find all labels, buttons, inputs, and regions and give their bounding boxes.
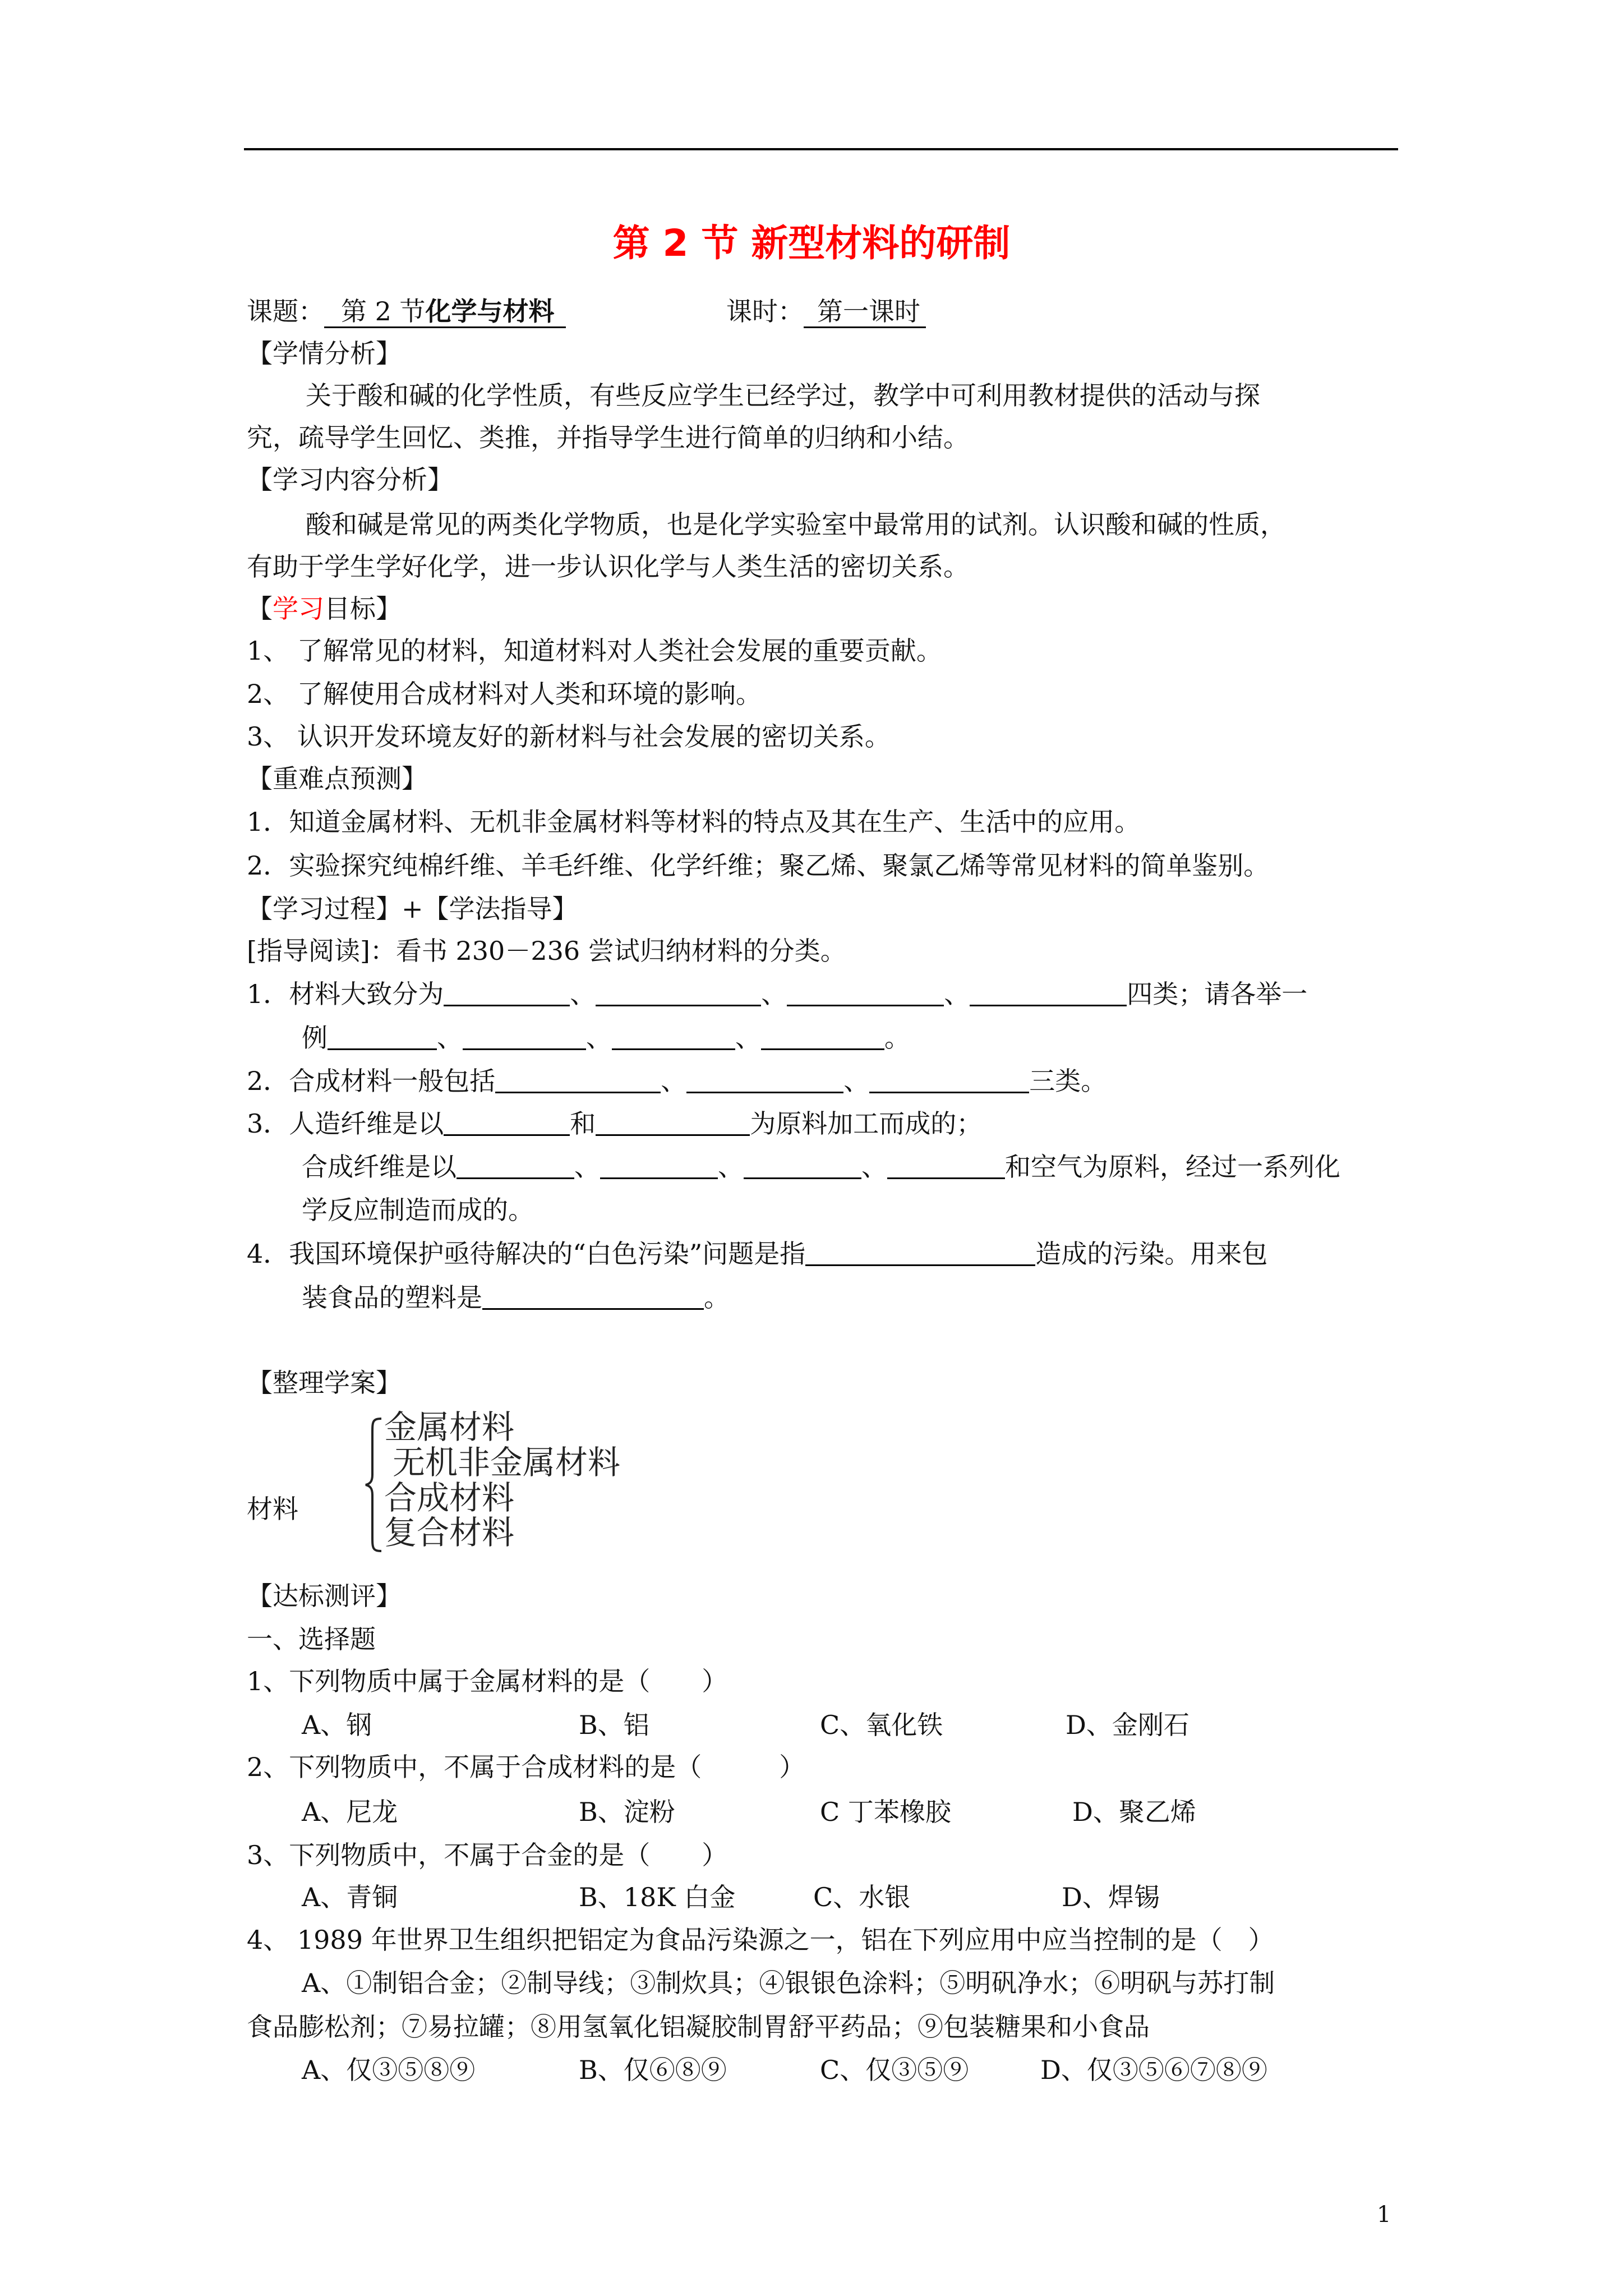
section-guocheng: 【学习过程】+【学法指导】 (247, 894, 578, 924)
test-option: A、青铜 (302, 1882, 398, 1912)
topic-value (324, 296, 566, 328)
question-3-line-1 (247, 1107, 982, 1140)
neirong-text-2: 有助于学生学好化学，进一步认识化学与人类生活的密切关系。 (247, 551, 969, 582)
test-option: C、氧化铁 (820, 1710, 943, 1740)
answer-blank[interactable] (787, 978, 944, 1006)
period-label: 课时： (726, 296, 804, 326)
answer-blank[interactable] (612, 1022, 735, 1050)
answer-blank[interactable] (869, 1065, 1029, 1093)
question-2 (247, 1064, 1106, 1098)
summary-branch: 合成材料 (384, 1479, 515, 1517)
summary-branch: 无机非金属材料 (393, 1443, 621, 1481)
test-question-stem: 3、下列物质中，不属于合金的是（ ） (247, 1840, 728, 1870)
topic-bold: 化学与材料 (425, 296, 555, 326)
topic-prefix: 第 2 节 (341, 296, 426, 326)
test-option: C、仅③⑤⑨ (820, 2055, 969, 2085)
separator: 、 (661, 1066, 687, 1096)
q1-end: 四类；请各举一 (1127, 979, 1308, 1009)
test-option: C 丁苯橡胶 (820, 1797, 951, 1827)
brace-icon (365, 1416, 384, 1553)
test-option: D、聚乙烯 (1072, 1797, 1196, 1827)
answer-blank[interactable] (482, 1281, 704, 1310)
q3-and: 和 (570, 1108, 596, 1139)
question-3-line-3: 学反应制造而成的。 (302, 1195, 534, 1225)
summary-branch: 金属材料 (384, 1408, 515, 1446)
answer-blank[interactable] (596, 1107, 750, 1136)
q4b-text: 装食品的塑料是 (302, 1282, 482, 1313)
goal-item: 3、 认识开发环境友好的新材料与社会发展的密切关系。 (247, 721, 891, 752)
test-part: 一、选择题 (247, 1624, 376, 1654)
section-neirong: 【学习内容分析】 (247, 464, 453, 495)
test-option: D、焊锡 (1062, 1882, 1160, 1912)
q3-end: 为原料加工而成的； (750, 1108, 983, 1139)
answer-blank[interactable] (761, 1022, 884, 1050)
neirong-text-1: 酸和碱是常见的两类化学物质，也是化学实验室中最常用的试剂。认识酸和碱的性质， (306, 509, 1286, 540)
page-number: 1 (1377, 2202, 1391, 2228)
q3b-end: 和空气为原料，经过一系列化 (1005, 1152, 1340, 1182)
test-option: A、仅③⑤⑧⑨ (302, 2055, 476, 2085)
question-1-line-1 (247, 977, 1307, 1011)
test-option: D、金刚石 (1066, 1710, 1189, 1740)
test-question-stem: 4、 1989 年世界卫生组织把铝定为食品污染源之一，铝在下列应用中应当控制的是（ ） (247, 1925, 1274, 1955)
xueqing-text-2: 究，疏导学生回忆、类推，并指导学生进行简单的归纳和小结。 (247, 422, 969, 453)
answer-blank[interactable] (444, 1107, 570, 1136)
answer-blank[interactable] (970, 978, 1127, 1006)
separator: 、 (570, 979, 596, 1009)
separator: 、 (735, 1023, 761, 1053)
q2-end: 三类。 (1029, 1066, 1107, 1096)
q1b-text: 例 (302, 1023, 328, 1053)
q4-end: 造成的污染。用来包 (1035, 1239, 1268, 1269)
topic-label: 课题： (247, 296, 324, 326)
test-question-text: 食品膨松剂；⑦易拉罐；⑧用氢氧化铝凝胶制胃舒平药品；⑨包装糖果和小食品 (247, 2012, 1150, 2042)
q3b-text: 合成纤维是以 (302, 1152, 457, 1182)
answer-blank[interactable] (805, 1237, 1035, 1266)
answer-blank[interactable] (457, 1151, 574, 1179)
mubiao-red: 学习 (273, 593, 324, 624)
page-title: 第 2 节 新型材料的研制 (612, 222, 1011, 265)
q1-text: 1．材料大致分为 (247, 979, 444, 1009)
test-question-stem: 1、下列物质中属于金属材料的是（ ） (247, 1666, 728, 1696)
test-option: D、仅③⑤⑥⑦⑧⑨ (1040, 2055, 1267, 2085)
question-4-line-1 (247, 1237, 1267, 1271)
separator: 、 (586, 1023, 612, 1053)
header-rule (244, 148, 1398, 150)
section-xueqing: 【学情分析】 (247, 338, 402, 369)
q1b-end: 。 (884, 1023, 910, 1053)
section-nandian: 【重难点预测】 (247, 763, 427, 794)
test-option: B、铝 (579, 1710, 649, 1740)
test-option: C、水银 (813, 1882, 911, 1912)
question-3-line-2 (302, 1150, 1340, 1184)
separator: 、 (761, 979, 787, 1009)
test-option: B、仅⑥⑧⑨ (579, 2055, 727, 2085)
period-value: 第一课时 (804, 296, 926, 328)
answer-blank[interactable] (328, 1022, 437, 1050)
test-question-stem: 2、下列物质中，不属于合成材料的是（ ） (247, 1752, 805, 1782)
question-4-line-2 (302, 1281, 730, 1314)
test-option: B、18K 白金 (579, 1882, 736, 1912)
mubiao-close: 目标】 (324, 593, 402, 624)
question-1-line-2 (302, 1021, 910, 1055)
answer-blank[interactable] (744, 1151, 861, 1179)
summary-branch: 复合材料 (384, 1513, 515, 1552)
answer-blank[interactable] (686, 1065, 843, 1093)
test-option: B、淀粉 (579, 1797, 675, 1827)
goal-item: 2、 了解使用合成材料对人类和环境的影响。 (247, 679, 762, 709)
summary-root: 材料 (247, 1494, 298, 1524)
q3-text: 3．人造纤维是以 (247, 1108, 444, 1139)
answer-blank[interactable] (444, 978, 570, 1006)
xueqing-text-1: 关于酸和碱的化学性质，有些反应学生已经学过，教学中可利用教材提供的活动与探 (306, 380, 1260, 411)
answer-blank[interactable] (887, 1151, 1005, 1179)
test-question-text: A、①制铝合金；②制导线；③制炊具；④银银色涂料；⑤明矾净水；⑥明矾与苏打制 (302, 1968, 1275, 1998)
section-dabiao: 【达标测评】 (247, 1581, 402, 1611)
goal-item: 1、 了解常见的材料，知道材料对人类社会发展的重要贡献。 (247, 636, 942, 666)
q4b-end: 。 (704, 1282, 730, 1313)
test-option: A、钢 (302, 1710, 372, 1740)
separator: 、 (718, 1152, 744, 1182)
key-point: 1．知道金属材料、无机非金属材料等材料的特点及其在生产、生活中的应用。 (247, 807, 1141, 837)
answer-blank[interactable] (596, 978, 761, 1006)
course-line (247, 295, 566, 328)
separator: 、 (944, 979, 970, 1009)
q4-text: 4．我国环境保护亟待解决的“白色污染”问题是指 (247, 1239, 806, 1269)
period-line (726, 295, 926, 328)
answer-blank[interactable] (495, 1065, 661, 1093)
reading-guide: [指导阅读]：看书 230－236 尝试归纳材料的分类。 (247, 936, 846, 966)
mubiao-open: 【 (247, 593, 273, 624)
separator: 、 (437, 1023, 463, 1053)
answer-blank[interactable] (600, 1151, 718, 1179)
key-point: 2．实验探究纯棉纤维、羊毛纤维、化学纤维；聚乙烯、聚氯乙烯等常见材料的简单鉴别。 (247, 850, 1270, 881)
test-option: A、尼龙 (302, 1797, 398, 1827)
q2-text: 2．合成材料一般包括 (247, 1066, 496, 1096)
section-mubiao (247, 592, 402, 625)
separator: 、 (843, 1066, 870, 1096)
separator: 、 (861, 1152, 887, 1182)
separator: 、 (574, 1152, 600, 1182)
answer-blank[interactable] (463, 1022, 586, 1050)
section-zhengli: 【整理学案】 (247, 1368, 402, 1398)
